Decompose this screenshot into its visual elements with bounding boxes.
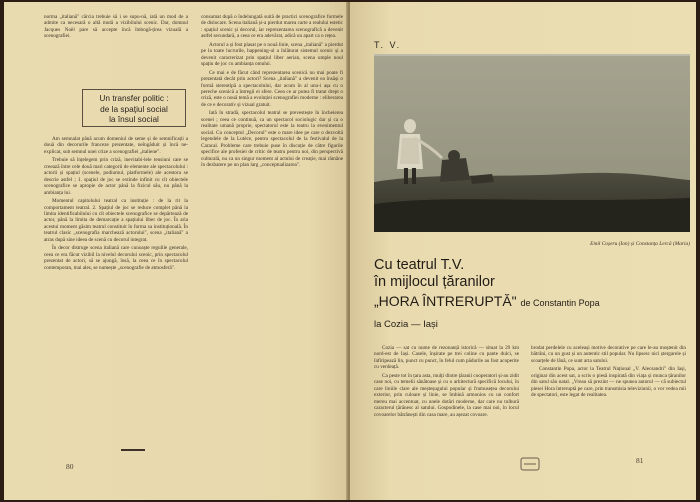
pull-quote [82,89,186,127]
play-title-line [374,293,600,309]
paragraph: consumat după o îndelungată suită de practici scenografice formele de dislocare. Scena italiană și-a pierdut marea carte a realului estetic : spațiul scenic și decorul, iar reprezentarea scenografică a devenit astfel secundară, a ceea ce era adevărat, adică un apart ca o rețea. [201,14,343,40]
title-line: Cu teatrul T.V. [374,257,465,273]
pull-quote-line: Un transfer politic : [99,93,169,103]
paragraph: Ca peste tot în țara asta, mulți dintre țăranii cooperatori și-au zidit case noi, cu temelii sănătoase și cu o arhitectură specifică locului, în care liniile clare ale meșteșugului popular și frumusețea decorului exterior, prin culoare și linie, se îmbină armonios cu un confort mereu mai accentuat, cu unele dotări moderne, dar care nu tulbură caracterul țărănesc al satului. Gospodinele, la case mai noi, în locul covoarelor bătrânești din casa mare, au așezat covoare. [374,372,519,418]
paragraph: Trebuie să înțelegem prin criză, inevitabi-lele tensiuni care se creează între cele două mari categorii de elemente ale spectacolului : actorii și spațiul (scenele, podiumul, platformele) ale acestora se descrie astfel ; 1. spațiul de joc se extinde infinit cu cît obiectele scenografice se apropie de actor până la fizicul său, nu până la ambianța lui. [44,157,188,196]
library-stamp-icon [520,457,540,471]
end-rule [121,449,145,451]
book-spread [4,2,696,500]
page-number-right: 81 [636,456,644,465]
paragraph: norma „italiană" cărcia trebuie să i se supu-nă, iată un mod de a admite ca necesară o altă mută a vizibilului scenic. Dar, domnul Jacques Noël pare să accepte încă îmbogă-țirea vizuală a scenografiei. [44,14,188,40]
page-number-left: 80 [66,462,74,471]
paragraph: Am semnalat până acum domeniul de seme și de semnificații a două din decorurile franceze prezentate, neîngăduit și încă ne-explicat, sub semnul unei crize a scenografiei „italiene". [44,136,188,155]
right-page [350,2,696,500]
paragraph: Actorul a și fost plasat pe o nouă linie, scena „italiană" a pierdut pe la toate lucrurile, happening-ul a înlăturat sistemul scenic și a devenit caracterizat prin spațiul liber aerian, scena umple noul spațiu de joc cu ambianța omului. [201,41,343,68]
right-col1 [374,345,519,447]
byline: de Constantin Popa [520,298,600,308]
paragraph: brodat perdelele cu aceleași motive decorative pe care le-au moștenit din bătrâni, cu un gust și un autentic stil popular. Nu lipsesc nici ștergarele și scoarțele de lână, ce sunt arta satului. [531,345,686,364]
pull-quote-line: de la spațiul social [100,103,168,114]
right-col2 [531,345,686,447]
paragraph: Ce mai e de făcut când reprezentarea scenică nu mai poate fi prezentată decât prin actori? Scena „italiană" a devenit ea însăși o formă stereotipă a spectacolului, dar acum în al unu-i așa cu o pereche scenică a întregii ei sfere. Ceea ce ar putea fi tratat drept o criză, este o nouă temă a evoluției scenografiei moderne : eliberarea de ce e decorativ și vizual gratuit. [201,69,343,108]
article-title [374,257,495,291]
left-col2 [201,14,343,366]
play-title: „HORA ÎNTRERUPTĂ" [374,293,517,309]
left-page [4,2,348,500]
photo-caption: Emil Coșeru (Ion) și Constanța Lercă (Maria) [590,241,690,247]
section-label: T. V. [374,40,402,50]
photo-illustration [374,54,690,232]
left-col1-top [44,14,188,74]
pull-quote-line: la însul social [109,114,159,124]
paragraph: Iată în stradă, spectacolul teatral se prevestește în încheierea scenei ; ceea ce continuă, ca un spectacol sociologic dar și ca o realitate umană proprie, spectatorul este la teatru la evenimentul social. Cu conceptul „Decorul" este o mare idee pe care o dezvoltă legendele de la Lutèce, pentru spectacolul de la festivalul de la Caracal. Probleme care trebuie puse în discuție de către figurile specifice ale profesiei de critic de teatru pentru noi, din perspectivă culturală, nu ca un singur moment al actului de creație, mai rămâne în dezbatere pe un plan larg „conceptualizarea". [201,110,343,168]
left-col1-body [44,136,188,446]
paragraph: În decor distruge scena italiană care cunoaște regulile generale, ceea ce era făcut vizibil la nivelul decorului scenic, prin spectacolul prezentat de actori, să se ajungă, însă, la ceea ce în spectacolul contemporan, mai ales, se numește „scenografie de atmosferă". [44,245,188,271]
paragraph: Constantin Popa, actor la Teatrul Național „V. Alecsandri" din Iași, originar din acest sat, a scris o piesă inspirată din viața și munca țăranilor din satul său natal. „Vreau să prezint — ne spunea autorul — că subiectul piesei Hora întreruptă pe care, prin transmisia televiziunii, o vor vedea mii de spectatori, este legat de realitatea. [531,366,686,399]
location-line: la Cozia — Iași [374,319,438,330]
paragraph: Momentul capitolului teatral ca instituție : de la rit la comportament teatral. 2. Spațiul de joc se reduce complet până la limita identificabilului cu cît obiectele scenografice se depărtează de actor, până la limita de demarcație a spațiului liber de joc. În aria acestui moment găsim teatrul constituit în forma sa instituțională. În teatrul clasic „scenografia marchează actorului", scena „italiană" a atras după sine ideea de scenă cu decorul integrat. [44,198,188,243]
paragraph: Cozia — sat cu nume de rezonanță istorică — situat la 29 km nord-est de Iași. Casele, înșirate pe trei coline cu pante dulci, se înfiripează lin, punct cu punct, în felul cum pădurile au fost acoperite cu verdeață. [374,345,519,371]
stage-photo [374,54,690,232]
title-line: în mijlocul țăranilor [374,274,495,290]
